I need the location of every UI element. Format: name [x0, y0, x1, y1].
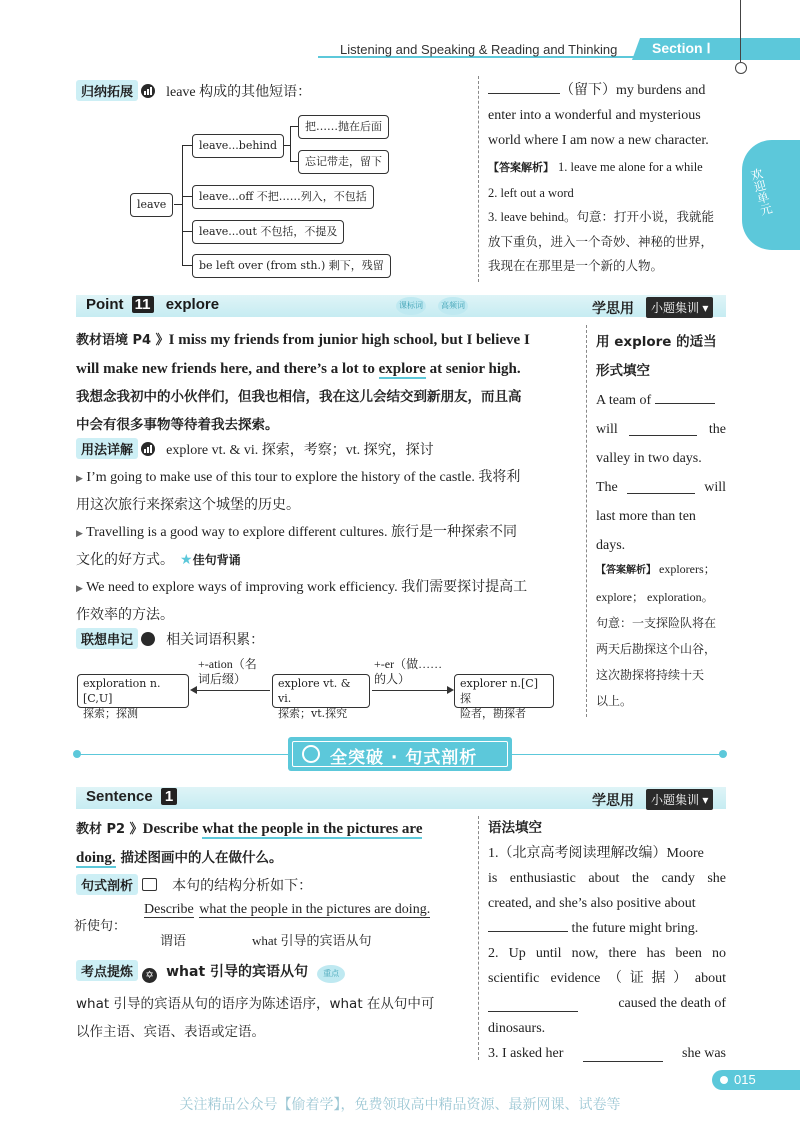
exercise-line: caused the death of — [618, 996, 726, 1011]
bookmark-ring-icon — [735, 62, 747, 74]
exercise-title-2: 形式填空 — [596, 363, 650, 379]
example-1-cn: 用这次旅行来探索这个城堡的历史。 — [76, 498, 300, 513]
diagram-predicate-label: 谓语 — [160, 934, 187, 949]
flow-explore-pos: explore vt. & vi. — [278, 677, 351, 705]
focus-badge-label: 重点 — [323, 969, 340, 978]
banner-dot-icon — [73, 750, 81, 758]
summary-tag: 归纳拓展 — [76, 80, 138, 101]
tree-branch — [182, 145, 192, 146]
examples: ▶ I’m going to make use of this tour to explore the history of the castle. 我将利 用这次旅行来探索这个城堡的历史。 ▶ Travelling is a good way to explore different cultures. 旅行是一种探索不同 文化的好方式。 ★佳句背诵 ▶ We need to explore ways of improving work efficiency. 我们需要探讨提高工 作效率的方法。 — [76, 464, 576, 629]
point-right-label: 学思用 — [592, 301, 634, 317]
badge-curriculum-label: 课标词 — [399, 301, 423, 310]
tree-connector — [174, 204, 182, 205]
answer-blank[interactable] — [488, 997, 578, 1012]
answer-blank[interactable] — [655, 389, 715, 404]
exercise-line: is enthusiastic about the candy she — [488, 871, 726, 886]
exercise-line: created, and she’s also positive about — [488, 896, 696, 911]
bookmark-string — [740, 0, 741, 62]
banner — [288, 737, 512, 771]
sentence-right-col — [488, 816, 726, 1066]
tree-node-behind-meaning1: 把……抛在后面 — [298, 115, 389, 139]
blank-hint: （留下）my burdens and — [560, 83, 706, 98]
focus-badge — [317, 965, 345, 983]
exercise-line: 3. I asked her — [488, 1046, 564, 1061]
star-icon: ★ — [180, 553, 193, 568]
answer-tag: 【答案解析】 — [596, 565, 656, 576]
usage-tag: 用法详解 — [76, 438, 138, 459]
usage-row — [76, 438, 434, 459]
flow-explorer-meaning: 险者，勘探者 — [460, 707, 526, 720]
point-right-answers — [596, 556, 726, 714]
context-en-a: Describe — [142, 821, 203, 837]
sentence-context — [76, 815, 468, 872]
answer-3: 3. leave behind。句意：打开小说，我就能 — [488, 210, 715, 224]
banner-rule-left — [78, 754, 288, 755]
flow-explorer-pos: explorer n.[C]探 — [460, 677, 538, 705]
tree-branch — [182, 196, 192, 197]
tree-node-left-over: be left over (from sth.) 剩下，残留 — [192, 254, 391, 278]
answer-blank[interactable] — [488, 917, 568, 932]
banner-rule-right — [512, 754, 722, 755]
sentence-notes — [76, 990, 468, 1046]
exercise-line: 2. Up until now, there has been no — [488, 946, 726, 961]
tree-branch — [182, 265, 192, 266]
exercise-q6: days. — [596, 538, 626, 553]
leave-tag-row — [76, 80, 311, 101]
side-tab — [742, 140, 800, 250]
badge-curriculum — [396, 297, 426, 315]
point-number: 11 — [132, 296, 154, 313]
exercise-q2a: will — [596, 422, 618, 437]
answer-a4: 两天后勘探这个山谷， — [596, 642, 717, 656]
header-title: Listening and Speaking & Reading and Thinking — [340, 42, 618, 57]
arrow-right-head-icon — [447, 686, 454, 694]
chart-line-icon — [142, 878, 157, 891]
context-label: 教材 P2 》 — [76, 822, 143, 837]
sentence-label: Sentence — [86, 788, 153, 805]
example-1: I’m going to make use of this tour to explore the history of the castle. 我将利 — [86, 470, 521, 485]
example-3: We need to explore ways of improving work efficiency. 我们需要探讨提高工 — [86, 580, 528, 595]
tree-node-out: leave...out 不包括，不提及 — [192, 220, 344, 244]
context-clause: what the people in the pictures are — [202, 821, 423, 837]
diagram-clause-label: what 引导的宾语从句 — [252, 933, 372, 948]
suffix-ation: +-ation（名 — [198, 657, 257, 671]
answer-blank[interactable] — [583, 1047, 663, 1062]
right-top-text — [488, 78, 726, 153]
context-en-1: I miss my friends from junior high school, but I believe I — [168, 332, 530, 348]
context-keyword: explore — [378, 361, 426, 377]
exercise-q4b: will — [704, 480, 726, 495]
point-heading — [86, 296, 219, 313]
right-top-answers — [488, 155, 728, 279]
exercise-line: 1.（北京高考阅读理解改编）Moore — [488, 846, 704, 861]
banner-dot-icon — [719, 750, 727, 758]
example-2: Travelling is a good way to explore different cultures. 旅行是一种探索不同 — [86, 525, 517, 540]
context-cn-1: 我想念我初中的小伙伴们，但我也相信，我在这儿会结交到新朋友，而且高 — [76, 389, 522, 405]
page-number: 015 — [734, 1072, 756, 1087]
tree-trunk — [182, 145, 183, 265]
note-1: what 引导的宾语从句的语序为陈述语序，what 在从句中可 — [76, 996, 435, 1012]
exercise-title-1: 用 explore 的适当 — [596, 334, 717, 350]
context-en-c: doing. — [76, 850, 116, 866]
structure-diagram — [144, 902, 430, 918]
flow-box-explore — [272, 674, 370, 720]
exercise-q4a: The — [596, 480, 618, 495]
tree-branch — [290, 126, 298, 127]
column-divider — [586, 325, 587, 717]
exercise-line: scientific evidence（证据）about — [488, 971, 726, 986]
focus-row — [76, 960, 345, 983]
arrow-left — [192, 690, 270, 691]
analysis-tag: 句式剖析 — [76, 874, 138, 895]
diagram-predicate: Describe — [144, 902, 194, 917]
tree-branch — [290, 161, 298, 162]
point-context — [76, 326, 576, 439]
bar-chart-icon — [141, 442, 155, 456]
answer-2: 2. left out a word — [488, 185, 574, 200]
answer-a3: 句意：一支探险队将在 — [596, 616, 717, 630]
exercise-title: 语法填空 — [488, 820, 542, 836]
column-divider — [478, 816, 479, 1060]
flow-explore-meaning: 探索；vt.探究 — [278, 707, 348, 720]
leave-intro: leave 构成的其他短语： — [166, 85, 312, 100]
context-en-2-end: at senior high. — [425, 361, 521, 377]
imperative-label: 祈使句： — [74, 919, 127, 934]
usage-text: explore vt. & vi. 探索，考察；vt. 探究，探讨 — [166, 443, 434, 458]
sentence-number: 1 — [161, 788, 177, 805]
answer-3b: 放下重负，进入一个奇妙、神秘的世界， — [488, 234, 714, 249]
banner-title: 全突破 · 句式剖析 — [330, 748, 478, 768]
example-2-cn: 文化的好方式。 — [76, 553, 174, 568]
association-tag: 联想串记 — [76, 628, 138, 649]
point-word: explore — [165, 296, 220, 313]
suffix-er-note: 的人） — [374, 672, 411, 686]
badge-frequent — [438, 297, 468, 315]
footer-note: 关注精品公众号【偷着学】，免费领取高中精品资源、最新网课、试卷等 — [179, 1097, 621, 1113]
exercise-line: the future might bring. — [571, 921, 699, 936]
tree-branch — [182, 231, 192, 232]
memorize-tag: 佳句背诵 — [192, 553, 241, 567]
answer-tag: 【答案解析】 — [488, 161, 554, 174]
assoc-row — [76, 628, 264, 649]
flow-exploration-pos: exploration n.[C,U] — [83, 677, 161, 705]
sentence-heading — [86, 788, 177, 805]
sentence-right-label: 学思用 — [592, 793, 634, 809]
diagram-clause: what the people in the pictures are doing. — [199, 902, 431, 917]
answer-blank[interactable] — [488, 79, 560, 94]
practice-tag-label: 小题集训 — [651, 301, 700, 315]
analysis-row — [76, 874, 312, 895]
answer-3c: 我现在在那里是一个新的人物。 — [488, 259, 664, 273]
context-cn: 描述图画中的人在做什么。 — [120, 850, 283, 866]
focus-tag: 考点提炼 — [76, 960, 138, 981]
exercise-line: she was — [682, 1046, 726, 1061]
arrow-left-head-icon — [190, 686, 197, 694]
bar-chart-icon — [141, 84, 155, 98]
exercise-q2b: the — [708, 422, 726, 437]
arrow-right — [372, 690, 450, 691]
arrow-right-label — [374, 657, 442, 687]
point-right-tag[interactable]: 小题集训 ▾ — [646, 297, 713, 318]
star-of-david-icon: ✡ — [142, 968, 157, 983]
answer-a5: 这次勘探将持续十天 — [596, 668, 705, 682]
exercise-q1: A team of — [596, 393, 652, 408]
link-icon — [141, 632, 155, 646]
side-tab-label: 欢迎单元 — [747, 166, 774, 217]
suffix-ation-note: 词后缀） — [198, 672, 247, 686]
example-3-cn: 作效率的方法。 — [76, 608, 174, 623]
sentence-right-tag[interactable]: 小题集训 ▾ — [646, 789, 713, 810]
arrow-left-label — [198, 657, 257, 687]
note-2: 以作主语、宾语、表语或定语。 — [76, 1024, 265, 1040]
answer-blank[interactable] — [629, 421, 697, 436]
right-top-line: world where I am now a new character. — [488, 133, 709, 148]
point-right-col — [596, 328, 726, 560]
exercise-q3: valley in two days. — [596, 451, 702, 466]
point-label: Point — [86, 296, 124, 313]
answer-blank[interactable] — [627, 479, 695, 494]
exercise-line: dinosaurs. — [488, 1021, 546, 1036]
tree-root: leave — [130, 193, 173, 217]
answer-a6: 以上。 — [596, 694, 633, 708]
badge-frequent-label: 高频词 — [441, 301, 465, 310]
tree-node-off: leave...off 不把……列入，不包括 — [192, 185, 374, 209]
column-divider — [478, 76, 479, 282]
flow-exploration-meaning: 探索；探测 — [83, 707, 138, 720]
tree-subtrunk — [290, 126, 291, 162]
context-en-2: will make new friends here, and there’s a lot to — [76, 361, 379, 377]
flow-box-exploration — [77, 674, 189, 720]
answer-a2: explore； exploration。 — [596, 590, 714, 604]
analysis-text: 本句的结构分析如下： — [172, 879, 313, 894]
tree-node-behind-meaning2: 忘记带走，留下 — [298, 150, 389, 174]
association-text: 相关词语积累： — [166, 633, 265, 648]
suffix-er: +-er（做…… — [374, 657, 443, 671]
answer-a1: explorers； — [659, 562, 716, 576]
focus-text: what 引导的宾语从句 — [166, 964, 309, 980]
magnifier-icon — [302, 745, 320, 763]
exercise-q5: last more than ten — [596, 509, 696, 524]
answer-1: 1. leave me alone for a while — [558, 160, 703, 174]
context-cn-2: 中会有很多事物等待着我去探索。 — [76, 417, 279, 433]
header-section-label: Section Ⅰ — [652, 40, 711, 56]
tree-node-behind: leave...behind — [192, 134, 284, 158]
flow-box-explorer — [454, 674, 554, 720]
right-top-line: enter into a wonderful and mysterious — [488, 108, 701, 123]
context-label: 教材语境 P4 》 — [76, 333, 169, 348]
page-dot-icon — [720, 1076, 728, 1084]
practice-tag-label: 小题集训 — [651, 793, 700, 807]
